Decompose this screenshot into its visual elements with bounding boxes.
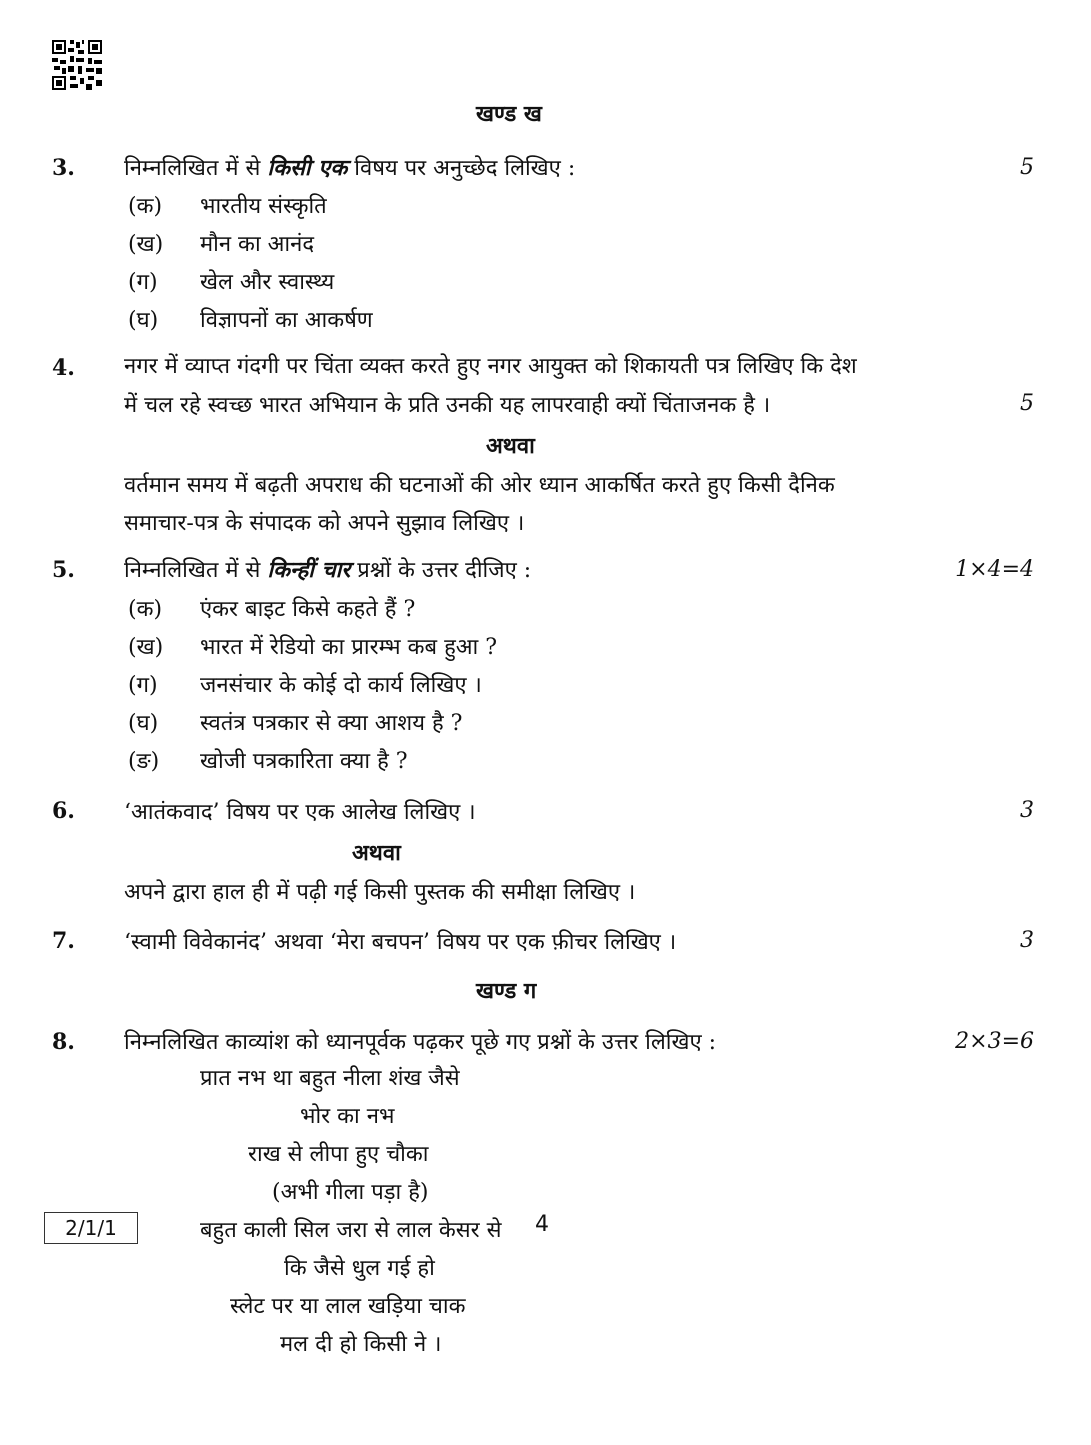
q5-option-text: एंकर बाइट किसे कहते हैं ? xyxy=(200,597,416,622)
q4-marks: 5 xyxy=(1020,391,1034,416)
q5-option-label: (ङ) xyxy=(128,749,160,774)
q6-alt-text: अपने द्वारा हाल ही में पढ़ी गई किसी पुस्तक की समीक्षा लिखिए । xyxy=(124,880,636,905)
q7-text: ‘स्वामी विवेकानंद’ अथवा ‘मेरा बचपन’ विषय पर एक फ़ीचर लिखिए । xyxy=(124,930,677,955)
q5-number: 5. xyxy=(52,557,75,583)
q5-option-label: (ख) xyxy=(128,635,164,660)
q5-marks: 1×4=4 xyxy=(955,557,1034,582)
q7-marks: 3 xyxy=(1020,928,1034,953)
poem-line: (अभी गीला पड़ा है) xyxy=(272,1180,429,1205)
q3-option-text: भारतीय संस्कृति xyxy=(200,194,327,219)
q5-text-after: प्रश्नों के उत्तर दीजिए : xyxy=(350,558,532,583)
q5-option-label: (घ) xyxy=(128,711,159,736)
q3-option-text: विज्ञापनों का आकर्षण xyxy=(200,308,373,333)
paper-code-box xyxy=(44,1212,138,1244)
q3-text xyxy=(124,152,575,182)
poem-line: मल दी हो किसी ने । xyxy=(280,1332,442,1357)
paper-code: 2/1/1 xyxy=(65,1216,117,1240)
qr-code-icon xyxy=(52,40,102,90)
q3-option-label: (ग) xyxy=(128,270,158,295)
poem-line: भोर का नभ xyxy=(300,1104,395,1129)
q3-marks: 5 xyxy=(1020,155,1034,180)
q8-text: निम्नलिखित काव्यांश को ध्यानपूर्वक पढ़कर पूछे गए प्रश्नों के उत्तर लिखिए : xyxy=(124,1030,717,1055)
poem-line: स्लेट पर या लाल खड़िया चाक xyxy=(230,1294,466,1319)
q5-text-before: निम्नलिखित में से xyxy=(124,558,268,583)
q6-marks: 3 xyxy=(1020,798,1034,823)
q3-text-before: निम्नलिखित में से xyxy=(124,156,268,181)
q4-alt-line-2: समाचार-पत्र के संपादक को अपने सुझाव लिखिए । xyxy=(124,511,525,536)
q6-or-label: अथवा xyxy=(352,840,401,866)
q5-option-label: (ग) xyxy=(128,673,158,698)
poem-line: कि जैसे धुल गई हो xyxy=(284,1256,435,1281)
poem-line: राख से लीपा हुए चौका xyxy=(248,1142,429,1167)
q6-number: 6. xyxy=(52,798,75,824)
q6-text: ‘आतंकवाद’ विषय पर एक आलेख लिखिए । xyxy=(124,800,476,825)
q4-line-2: में चल रहे स्वच्छ भारत अभियान के प्रति उनकी यह लापरवाही क्यों चिंताजनक है । xyxy=(124,393,771,418)
q4-alt-line-1: वर्तमान समय में बढ़ती अपराध की घटनाओं की ओर ध्यान आकर्षित करते हुए किसी दैनिक xyxy=(124,473,835,498)
q5-option-text: भारत में रेडियो का प्रारम्भ कब हुआ ? xyxy=(200,635,498,660)
q3-option-label: (घ) xyxy=(128,308,159,333)
q5-text xyxy=(124,554,531,584)
q7-number: 7. xyxy=(52,928,75,954)
q5-option-text: स्वतंत्र पत्रकार से क्या आशय है ? xyxy=(200,711,463,736)
q4-or-label: अथवा xyxy=(486,433,535,459)
q8-marks: 2×3=6 xyxy=(955,1029,1034,1054)
section-heading-kha: खण्ड ख xyxy=(476,101,542,127)
q3-option-text: खेल और स्वास्थ्य xyxy=(200,270,335,295)
q5-option-label: (क) xyxy=(128,597,163,622)
q4-number: 4. xyxy=(52,355,75,381)
q3-text-after: विषय पर अनुच्छेद लिखिए : xyxy=(347,156,576,181)
page-number: 4 xyxy=(535,1212,549,1237)
q8-number: 8. xyxy=(52,1029,75,1055)
q3-number: 3. xyxy=(52,155,75,181)
q4-line-1: नगर में व्याप्त गंदगी पर चिंता व्यक्त करते हुए नगर आयुक्त को शिकायती पत्र लिखिए कि देश xyxy=(124,354,857,379)
section-heading-ga: खण्ड ग xyxy=(476,978,537,1004)
poem-line: प्रात नभ था बहुत नीला शंख जैसे xyxy=(200,1066,460,1091)
q3-emphasis: किसी एक xyxy=(267,155,348,181)
q5-option-text: जनसंचार के कोई दो कार्य लिखिए । xyxy=(200,673,482,698)
q3-option-label: (ख) xyxy=(128,232,164,257)
poem-line: बहुत काली सिल जरा से लाल केसर से xyxy=(200,1218,502,1243)
q5-option-text: खोजी पत्रकारिता क्या है ? xyxy=(200,749,408,774)
q5-emphasis: किन्हीं चार xyxy=(267,557,351,583)
q3-option-label: (क) xyxy=(128,194,163,219)
q3-option-text: मौन का आनंद xyxy=(200,232,315,257)
